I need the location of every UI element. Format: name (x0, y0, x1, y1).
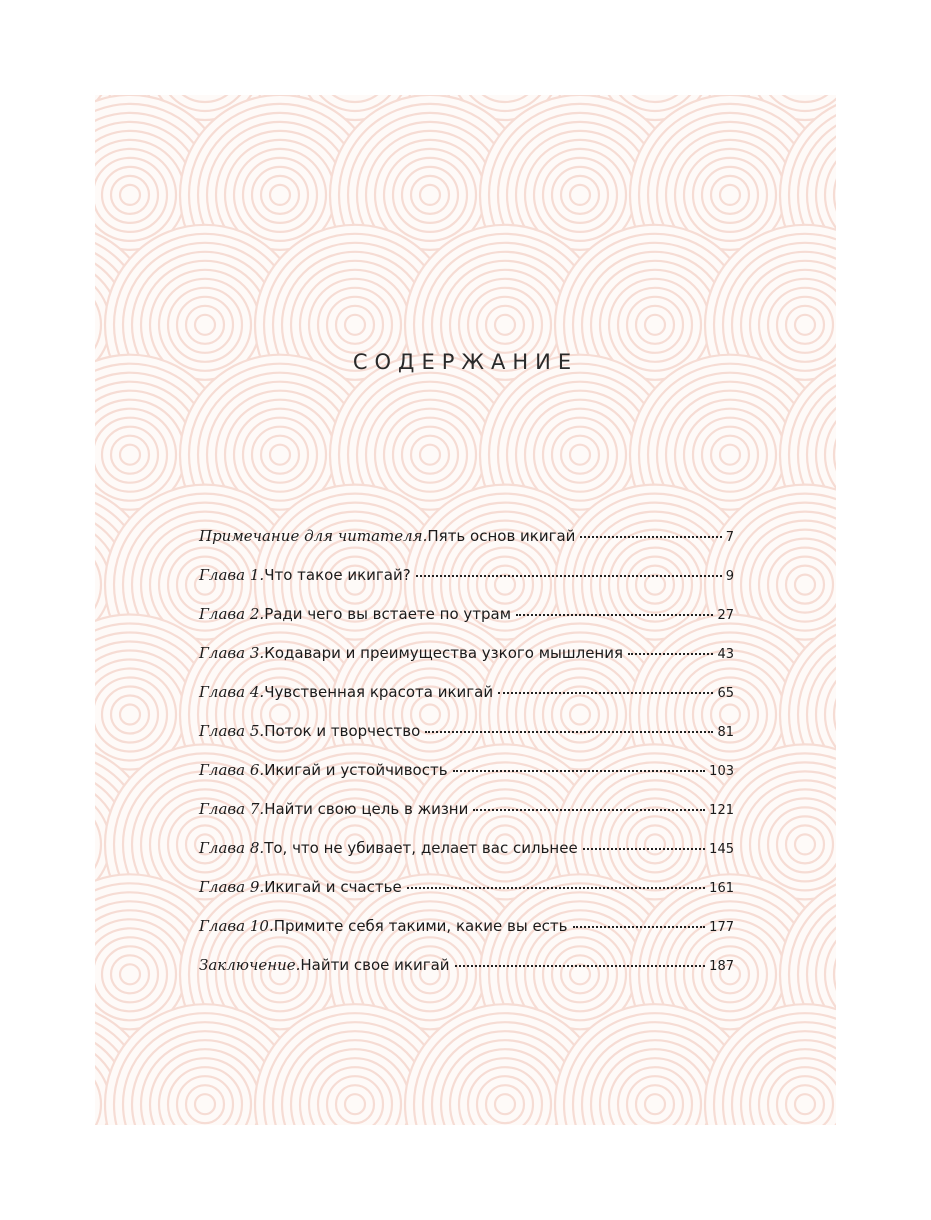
toc-entry-label: Заключение. (199, 956, 301, 974)
toc-entry-title: Кодавари и преимущества узкого мышления (264, 644, 624, 662)
page-title: СОДЕРЖАНИЕ (352, 350, 579, 374)
toc-entry[interactable] (199, 878, 734, 917)
toc-entry-page: 121 (709, 803, 734, 818)
toc-entry[interactable] (199, 683, 734, 722)
toc-entry[interactable] (199, 644, 734, 683)
dot-leader (473, 809, 705, 811)
toc-entry-title: Примите себя такими, какие вы есть (273, 917, 568, 935)
toc-entry-title: Икигай и счастье (264, 878, 402, 896)
dot-leader (416, 575, 722, 577)
toc-entry-title: Найти свою цель в жизни (264, 800, 469, 818)
toc-entry-page: 103 (709, 764, 734, 779)
toc-entry-title: Пять основ икигай (427, 527, 576, 545)
toc-entry-page: 187 (709, 959, 734, 974)
toc-entry[interactable] (199, 722, 734, 761)
table-of-contents (199, 527, 734, 995)
dot-leader (425, 731, 713, 733)
dot-leader (628, 653, 713, 655)
toc-entry-title: Чувственная красота икигай (264, 683, 494, 701)
toc-entry-label: Глава 4. (199, 683, 265, 701)
toc-entry-label: Глава 5. (199, 722, 265, 740)
toc-entry[interactable] (199, 956, 734, 995)
dot-leader (516, 614, 713, 616)
toc-entry-label: Примечание для читателя. (199, 527, 428, 545)
toc-entry-title: То, что не убивает, делает вас сильнее (264, 839, 578, 857)
toc-entry-page: 177 (709, 920, 734, 935)
toc-entry-page: 161 (709, 881, 734, 896)
toc-entry-page: 9 (725, 569, 734, 584)
toc-entry[interactable] (199, 527, 734, 566)
toc-entry-title: Что такое икигай? (264, 566, 411, 584)
toc-entry[interactable] (199, 605, 734, 644)
toc-entry[interactable] (199, 839, 734, 878)
toc-entry-page: 27 (717, 608, 734, 623)
toc-entry-label: Глава 10. (199, 917, 274, 935)
dot-leader (573, 926, 706, 928)
dot-leader (583, 848, 706, 850)
toc-entry-title: Икигай и устойчивость (264, 761, 448, 779)
toc-entry-page: 43 (717, 647, 734, 662)
toc-entry-page: 145 (709, 842, 734, 857)
toc-entry-label: Глава 9. (199, 878, 265, 896)
toc-entry-label: Глава 2. (199, 605, 265, 623)
toc-entry[interactable] (199, 917, 734, 956)
dot-leader (455, 965, 706, 967)
toc-entry-label: Глава 6. (199, 761, 265, 779)
dot-leader (580, 536, 721, 538)
toc-entry-page: 81 (717, 725, 734, 740)
toc-entry-page: 7 (725, 530, 734, 545)
toc-entry-label: Глава 1. (199, 566, 265, 584)
dot-leader (407, 887, 705, 889)
toc-entry-title: Найти свое икигай (300, 956, 450, 974)
toc-entry-title: Поток и творчество (264, 722, 421, 740)
toc-entry-label: Глава 8. (199, 839, 265, 857)
toc-entry[interactable] (199, 800, 734, 839)
toc-entry-label: Глава 7. (199, 800, 265, 818)
toc-entry-page: 65 (717, 686, 734, 701)
dot-leader (498, 692, 713, 694)
dot-leader (453, 770, 706, 772)
toc-entry[interactable] (199, 566, 734, 605)
toc-entry-title: Ради чего вы встаете по утрам (264, 605, 512, 623)
toc-entry[interactable] (199, 761, 734, 800)
toc-entry-label: Глава 3. (199, 644, 265, 662)
